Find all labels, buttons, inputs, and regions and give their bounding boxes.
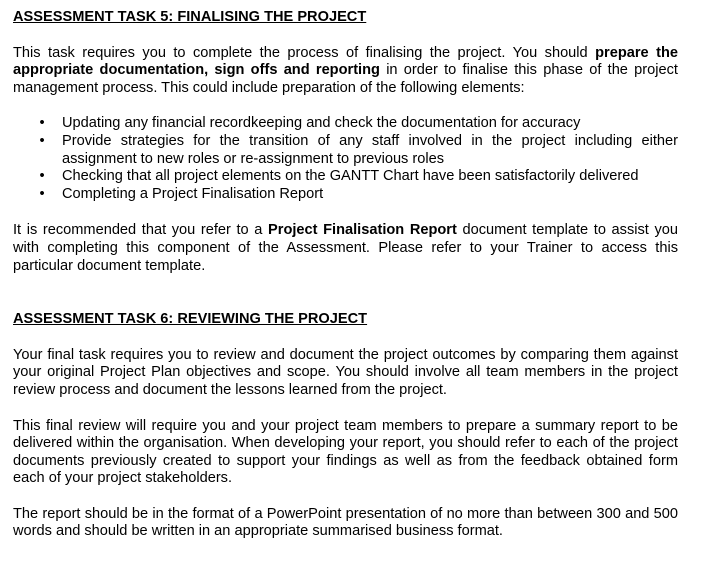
task6-paragraph-3: The report should be in the format of a PowerPoint presentation of no more than between 300 and 500 words and should be written in an appropriate summarised business format. (13, 505, 678, 540)
task6-heading: ASSESSMENT TASK 6: REVIEWING THE PROJECT (13, 311, 368, 328)
task5-elements-list (13, 115, 678, 203)
list-item: • Updating any financial recordkeeping and check the documentation for accuracy (13, 115, 678, 133)
bullet-icon: • (39, 185, 45, 202)
bullet-icon: • (39, 132, 45, 149)
task5-intro-paragraph: This task requires you to complete the process of finalising the project. You should prepare the appropriate documentation, sign offs and reporting in order to finalise this phase of the project management process. This could include preparation of the following elements: (13, 44, 678, 96)
list-item: • Completing a Project Finalisation Report (13, 186, 678, 204)
bullet-icon: • (39, 168, 45, 185)
list-item: • Checking that all project elements on the GANTT Chart have been satisfactorily delivered (13, 168, 678, 186)
task5-heading: ASSESSMENT TASK 5: FINALISING THE PROJECT (13, 9, 367, 25)
task5-recommend-paragraph: It is recommended that you refer to a Project Finalisation Report document template to assist you with completing this component of the Assessment. Please refer to your Trainer to access this particular document template. (13, 222, 679, 274)
task6-paragraph-2: This final review will require you and your project team members to prepare a summary report to be delivered within the organisation. When developing your report, you should refer to each of the project documents previously created to support your findings as well as from the feedback obtained form each of your project stakeholders. (13, 417, 678, 487)
task5-intro-emphasis: prepare the appropriate documentation, sign offs and reporting (13, 44, 678, 79)
task5-template-name: Project Finalisation Report (268, 222, 457, 239)
bullet-icon: • (39, 115, 45, 132)
list-item: • Provide strategies for the transition of any staff involved in the project including either assignment to new roles or re-assignment to previous roles (13, 133, 678, 168)
task6-paragraph-1: Your final task requires you to review and document the project outcomes by comparing them against your original Project Plan objectives and scope. You should involve all team members in the project review process and document the lessons learned from the project. (13, 346, 678, 398)
